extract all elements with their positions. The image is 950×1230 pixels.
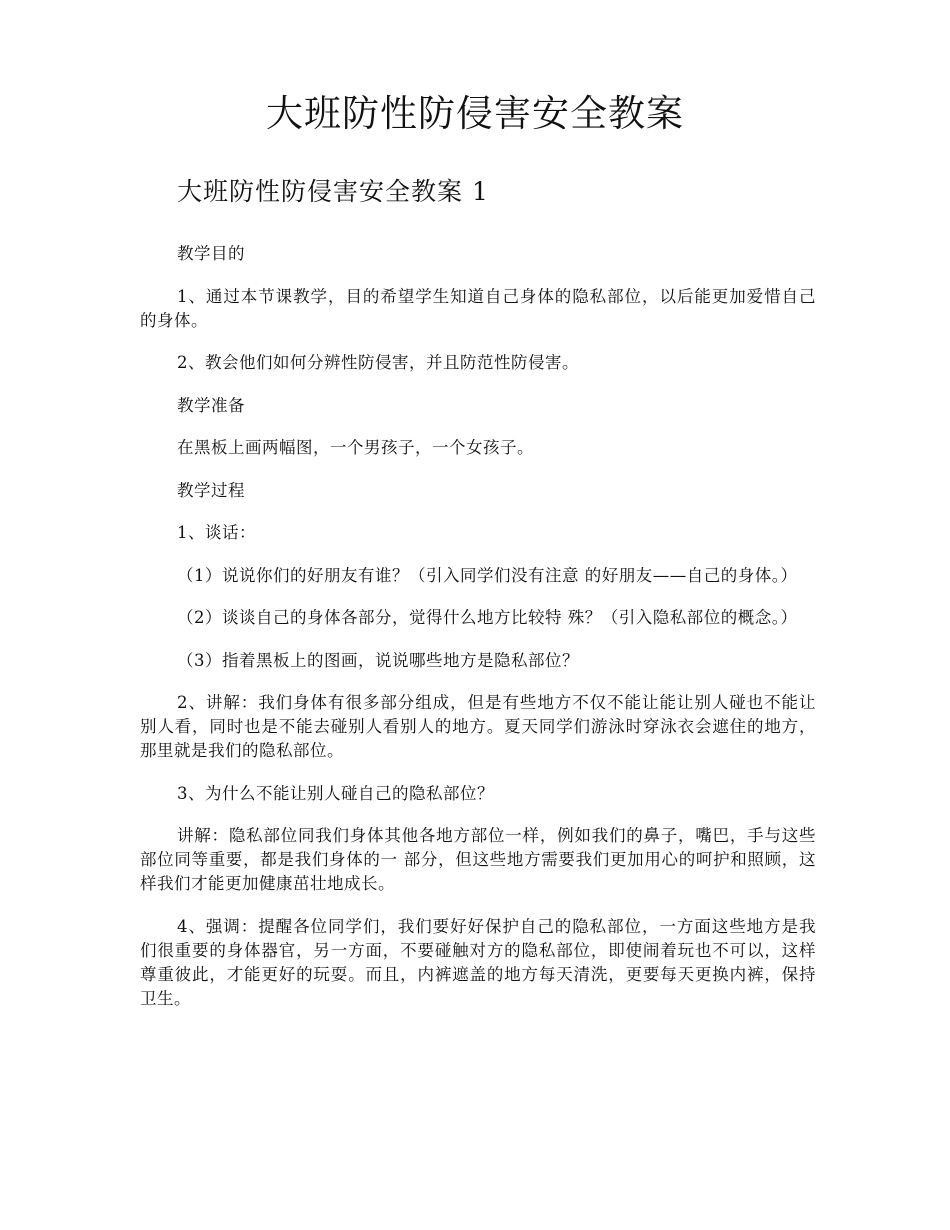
document-title: 大班防性防侵害安全教案 — [266, 92, 684, 135]
paragraph-why-explain: 讲解：隐私部位同我们身体其他各地方部位一样，例如我们的鼻子，嘴巴，手与这些部位同等重要，都是我们身体的一 部分，但这些地方需要我们更加用心的呵护和照顾，这样我们才能更加健康茁壮地成长。 — [140, 826, 816, 893]
paragraph-teaching-goal-heading: 教学目的 — [177, 244, 245, 263]
paragraph-why: 3、为什么不能让别人碰自己的隐私部位？ — [177, 783, 494, 803]
paragraph-preparation-heading: 教学准备 — [177, 395, 245, 415]
paragraph-talk-2: （2）谈谈自己的身体各部分，觉得什么地方比较特 殊？（引入隐私部位的概念。） — [177, 608, 798, 627]
paragraph-talk: 1、谈话： — [177, 523, 256, 542]
document-body — [140, 242, 816, 1029]
paragraph-goal-1: 1、通过本节课教学，目的希望学生知道自己身体的隐私部位，以后能更加爱惜自己的身体。 — [140, 286, 816, 330]
paragraph-process-heading: 教学过程 — [177, 480, 245, 500]
paragraph-preparation: 在黑板上画两幅图，一个男孩子，一个女孩子。 — [177, 438, 534, 457]
section-title: 大班防性防侵害安全教案 1 — [177, 177, 489, 206]
paragraph-emphasis: 4、强调：提醒各位同学们，我们要好好保护自己的隐私部位，一方面这些地方是我们很重要的身体器官，另一方面，不要碰触对方的隐私部位，即使闹着玩也不可以，这样尊重彼此，才能更好的玩耍。而且，内裤遮盖的地方每天清洗，更要每天更换内裤，保持卫生。 — [140, 916, 816, 1008]
paragraph-talk-3: （3）指着黑板上的图画，说说哪些地方是隐私部位？ — [177, 650, 579, 670]
paragraph-talk-1: （1）说说你们的好朋友有谁？（引入同学们没有注意 的好朋友——自己的身体。） — [177, 565, 798, 585]
paragraph-goal-2: 2、教会他们如何分辨性防侵害，并且防范性防侵害。 — [177, 353, 579, 372]
paragraph-explain: 2、讲解：我们身体有很多部分组成，但是有些地方不仅不能让能让别人碰也不能让别人看，同时也是不能去碰别人看别人的地方。夏天同学们游泳时穿泳衣会遮住的地方，那里就是我们的隐私部位。 — [140, 693, 816, 760]
